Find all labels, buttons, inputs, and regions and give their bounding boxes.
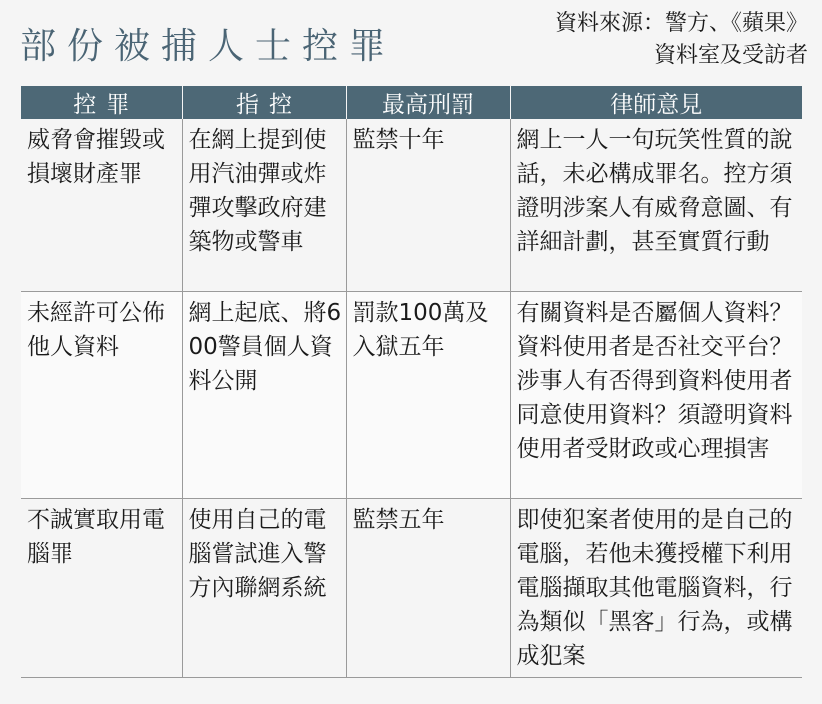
cell-allegation: 在網上提到使用汽油彈或炸彈攻擊政府建築物或警車 bbox=[182, 119, 346, 292]
column-header-opinion: 律師意見 bbox=[510, 86, 802, 119]
cell-allegation: 使用自己的電腦嘗試進入警方內聯網系統 bbox=[182, 499, 346, 678]
cell-opinion: 有關資料是否屬個人資料？資料使用者是否社交平台？涉事人有否得到資料使用者同意使用資料？須證明資料使用者受財政或心理損害 bbox=[510, 292, 802, 499]
page-title: 部份被捕人士控罪 bbox=[20, 26, 397, 67]
cell-opinion: 即使犯案者使用的是自己的電腦，若他未獲授權下利用電腦擷取其他電腦資料，行為類似「黑客」行為，或構成犯案 bbox=[510, 499, 802, 678]
cell-opinion: 網上一人一句玩笑性質的說話，未必構成罪名。控方須證明涉案人有威脅意圖、有詳細計劃，甚至實質行動 bbox=[510, 119, 802, 292]
table-row bbox=[21, 119, 802, 292]
source-note bbox=[555, 8, 808, 72]
source-line-2: 資料室及受訪者 bbox=[653, 43, 808, 68]
cell-penalty: 監禁五年 bbox=[346, 499, 510, 678]
cell-penalty: 監禁十年 bbox=[346, 119, 510, 292]
column-header-charge: 控罪 bbox=[21, 86, 182, 119]
column-header-allegation: 指控 bbox=[182, 86, 346, 119]
column-header-penalty: 最高刑罰 bbox=[346, 86, 510, 119]
cell-allegation: 網上起底、將600警員個人資料公開 bbox=[182, 292, 346, 499]
charges-table bbox=[21, 86, 802, 678]
cell-charge: 不誠實取用電腦罪 bbox=[21, 499, 182, 678]
source-line-1: 資料來源：警方、《蘋果》 bbox=[554, 11, 808, 36]
cell-charge: 未經許可公佈他人資料 bbox=[21, 292, 182, 499]
cell-charge: 威脅會摧毀或損壞財產罪 bbox=[21, 119, 182, 292]
table-row bbox=[21, 292, 802, 499]
table-header-row bbox=[21, 86, 802, 119]
table-row bbox=[21, 499, 802, 678]
cell-penalty: 罰款100萬及入獄五年 bbox=[346, 292, 510, 499]
